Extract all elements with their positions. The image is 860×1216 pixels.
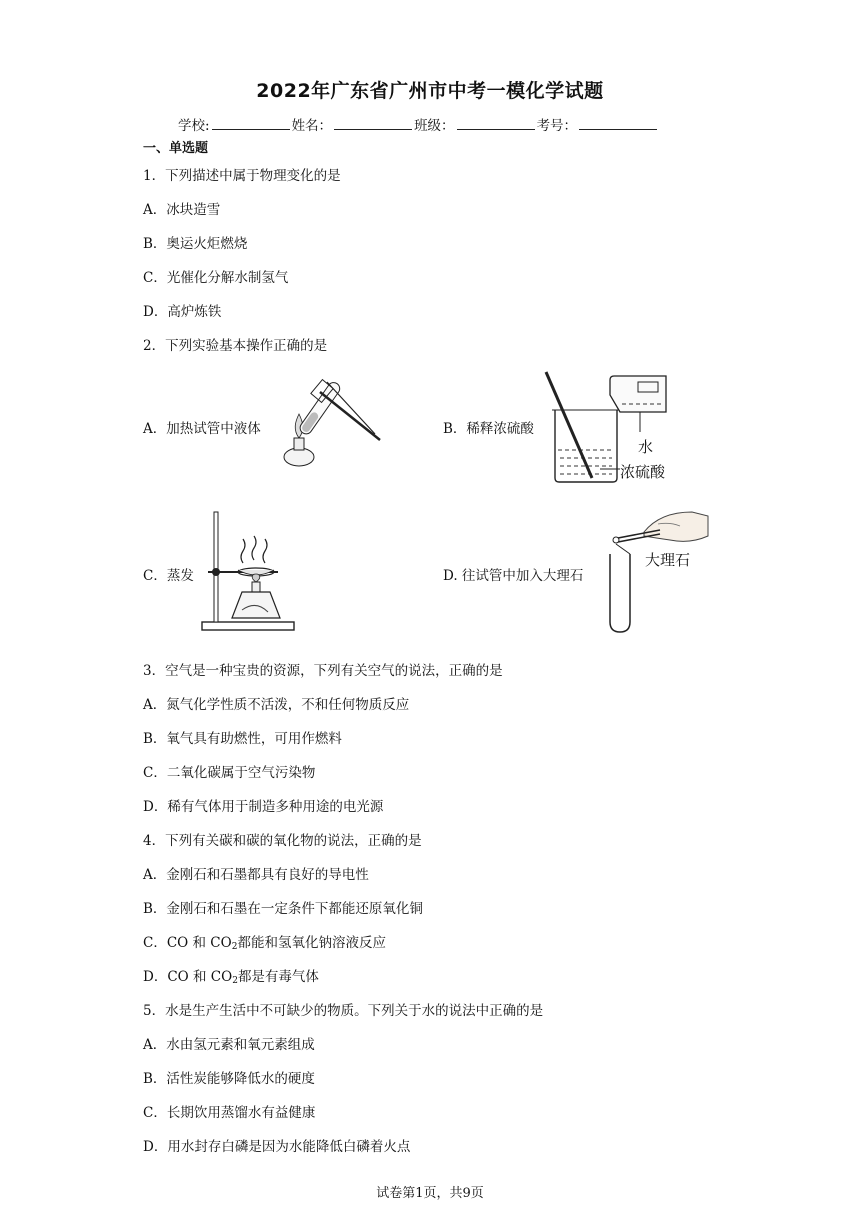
q2-stem: 2．下列实验基本操作正确的是 — [143, 338, 328, 354]
class-blank[interactable] — [457, 117, 535, 130]
student-info-line — [178, 114, 659, 134]
q5-option-a: A．水由氢元素和氧元素组成 — [143, 1037, 315, 1053]
q5-option-b: B．活性炭能够降低水的硬度 — [143, 1071, 315, 1087]
page-footer: 试卷第1页，共9页 — [376, 1186, 484, 1201]
q4-d-sub: 2 — [232, 976, 238, 986]
q1-option-c: C．光催化分解水制氢气 — [143, 270, 289, 286]
figure-evaporation — [198, 508, 308, 634]
q5-option-d: D．用水封存白磷是因为水能降低白磷着火点 — [143, 1139, 411, 1155]
q4-option-a: A．金刚石和石墨都具有良好的导电性 — [143, 867, 369, 883]
number-blank[interactable] — [579, 117, 657, 130]
name-blank[interactable] — [334, 117, 412, 130]
q4-option-c — [143, 931, 386, 952]
school-blank[interactable] — [212, 117, 290, 130]
q4-stem: 4．下列有关碳和碳的氧化物的说法，正确的是 — [143, 833, 422, 849]
q4-d-post: 都是有毒气体 — [237, 969, 319, 985]
q5-stem: 5．水是生产生活中不可缺少的物质。下列关于水的说法中正确的是 — [143, 1003, 544, 1019]
q3-option-d: D．稀有气体用于制造多种用途的电光源 — [143, 799, 384, 815]
q3-option-c: C．二氧化碳属于空气污染物 — [143, 765, 316, 781]
q1-option-b: B．奥运火炬燃烧 — [143, 236, 248, 252]
q1-stem: 1．下列描述中属于物理变化的是 — [143, 168, 341, 184]
q4-option-d — [143, 965, 319, 986]
q3-option-b: B．氧气具有助燃性，可用作燃料 — [143, 731, 342, 747]
number-label: 考号： — [536, 118, 578, 134]
q1-option-a: A．冰块造雪 — [143, 202, 221, 218]
figure-heating-test-tube — [275, 372, 385, 472]
q2-option-d: D. 往试管中加入大理石 — [443, 568, 584, 584]
q2-option-c: C．蒸发 — [143, 568, 194, 584]
q5-option-c: C．长期饮用蒸馏水有益健康 — [143, 1105, 316, 1121]
figure-b-water-label: 水 — [638, 438, 654, 456]
q4-option-b: B．金刚石和石墨在一定条件下都能还原氧化铜 — [143, 901, 423, 917]
q2-option-b: B．稀释浓硫酸 — [443, 421, 534, 437]
q2-option-a: A．加热试管中液体 — [143, 421, 261, 437]
q1-option-d: D．高炉炼铁 — [143, 304, 222, 320]
q4-d-pre: D．CO 和 CO — [143, 969, 233, 985]
q3-option-a: A．氮气化学性质不活泼，不和任何物质反应 — [143, 697, 410, 713]
q4-c-sub: 2 — [231, 942, 238, 952]
figure-d-marble-label: 大理石 — [645, 551, 691, 569]
exam-title: 2022年广东省广州市中考一模化学试题 — [256, 80, 604, 102]
q4-c-pre: C．CO 和 CO — [143, 935, 232, 951]
q4-c-post: 都能和氢氧化钠溶液反应 — [237, 935, 386, 951]
section-heading: 一、单选题 — [143, 141, 209, 156]
school-label: 学校: — [178, 118, 210, 134]
q3-stem: 3．空气是一种宝贵的资源，下列有关空气的说法，正确的是 — [143, 663, 503, 679]
name-label: 姓名： — [291, 118, 333, 134]
figure-b-acid-label: 浓硫酸 — [620, 463, 666, 481]
class-label: 班级： — [414, 118, 455, 134]
